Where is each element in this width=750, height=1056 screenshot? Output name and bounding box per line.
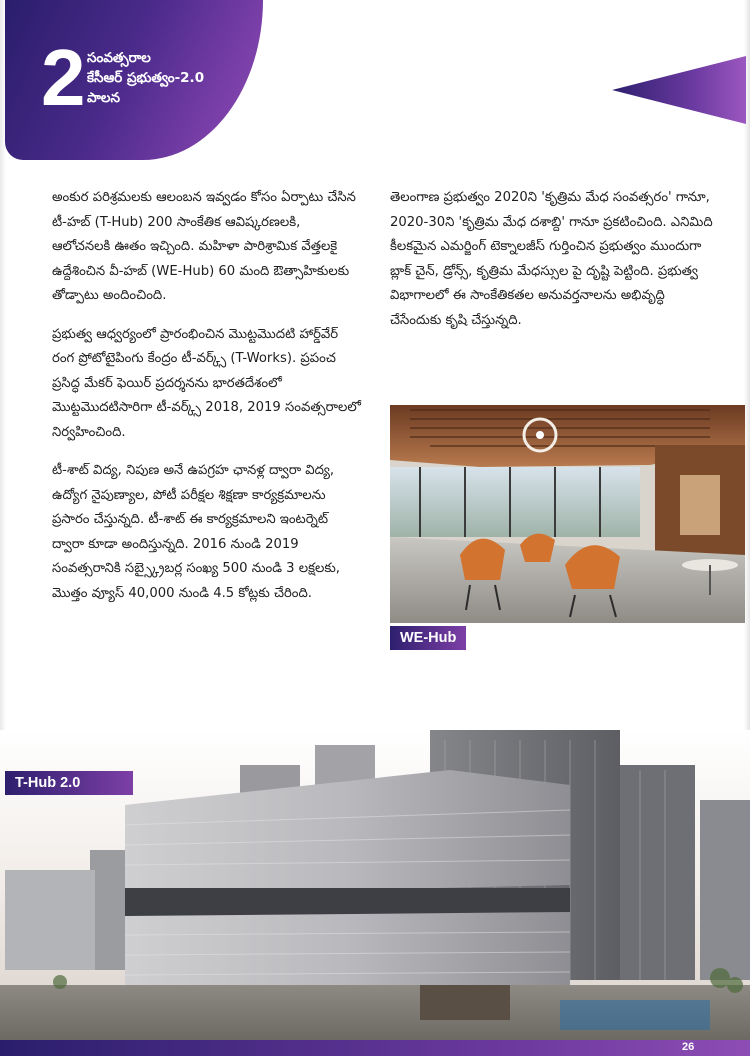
paragraph: అంకుర పరిశ్రమలకు ఆలంబన ఇవ్వడం కోసం ఏర్పాటు చేసిన టీ-హబ్ (T-Hub) 200 సాంకేతిక ఆవిష్కరణలకి, ఆలోచనలకి ఊతం ఇచ్చింది. మహిళా పారిశ్రామిక వేత్తలకై ఉద్దేశించిన వీ-హబ్ (WE-Hub) 60 మంది ఔత్సాహికులకు తోడ్పాటు అందించింది. xyxy=(52,190,356,303)
left-text-column xyxy=(52,186,362,620)
page-number: 26 xyxy=(682,1041,695,1053)
badge-number: 2 xyxy=(41,33,86,122)
paragraph: ప్రభుత్వ ఆధ్వర్యంలో ప్రారంభించిన మొట్టమొదటి హార్డ్‌వేర్ రంగ ప్రోటోటైపింగు కేంద్రం టీ-వర్క్స్ (T-Works). ప్రపంచ ప్రసిద్ధ మేకర్ ఫెయిర్ ప్రదర్శనను భారతదేశంలో మొట్టమొదటిసారిగా టీ-వర్క్స్ 2018, 2019 సంవత్సరాలలో నిర్వహించింది. xyxy=(52,326,361,440)
footer-bar xyxy=(0,1040,750,1056)
wehub-caption: WE-Hub xyxy=(390,626,466,650)
paragraph: తెలంగాణ ప్రభుత్వం 2020ని 'కృత్రిమ మేధ సంవత్సరం' గానూ, 2020-30ని 'కృత్రిమ మేధ దశాబ్ది' గానూ ప్రకటించింది. ఎనిమిది కీలకమైన ఎమర్జింగ్ టెక్నాలజీస్ గుర్తించిన ప్రభుత్వం ముందుగా బ్లాక్ చైన్, డ్రోన్స్, కృత్రిమ మేధస్సుల పై దృష్టి పెట్టింది. ప్రభుత్వ విభాగాలలో ఈ సాంకేతికతల అనువర్తనాలను అభివృద్ధి చేసేందుకు కృషి చేస్తున్నది. xyxy=(390,190,713,328)
wehub-photo xyxy=(390,405,745,623)
right-text-column xyxy=(390,186,720,347)
badge-line: కేసీఆర్ ప్రభుత్వం-2.0 xyxy=(87,70,205,86)
badge-line: పాలన xyxy=(87,90,120,106)
badge-line: సంవత్సరాల xyxy=(87,50,151,66)
paragraph: టీ-శాట్ విద్య, నిపుణ అనే ఉపగ్రహ ఛానళ్ల ద్వారా విద్య, ఉద్యోగ నైపుణ్యాల, పోటీ పరీక్షల శిక్షణా కార్యక్రమాలను ప్రసారం చేస్తున్నది. టీ-శాట్ ఈ కార్యక్రమాలని ఇంటర్నెట్ ద్వారా కూడా అందిస్తున్నది. 2016 నుండి 2019 సంవత్సరానికి సబ్స్క్రైబర్ల సంఖ్య 500 నుండి 3 లక్షలకు, మొత్తం వ్యూస్ 40,000 నుండి 4.5 కోట్లకు చేరింది. xyxy=(52,463,340,601)
thub-caption: T-Hub 2.0 xyxy=(5,771,133,795)
badge-title xyxy=(87,48,257,108)
